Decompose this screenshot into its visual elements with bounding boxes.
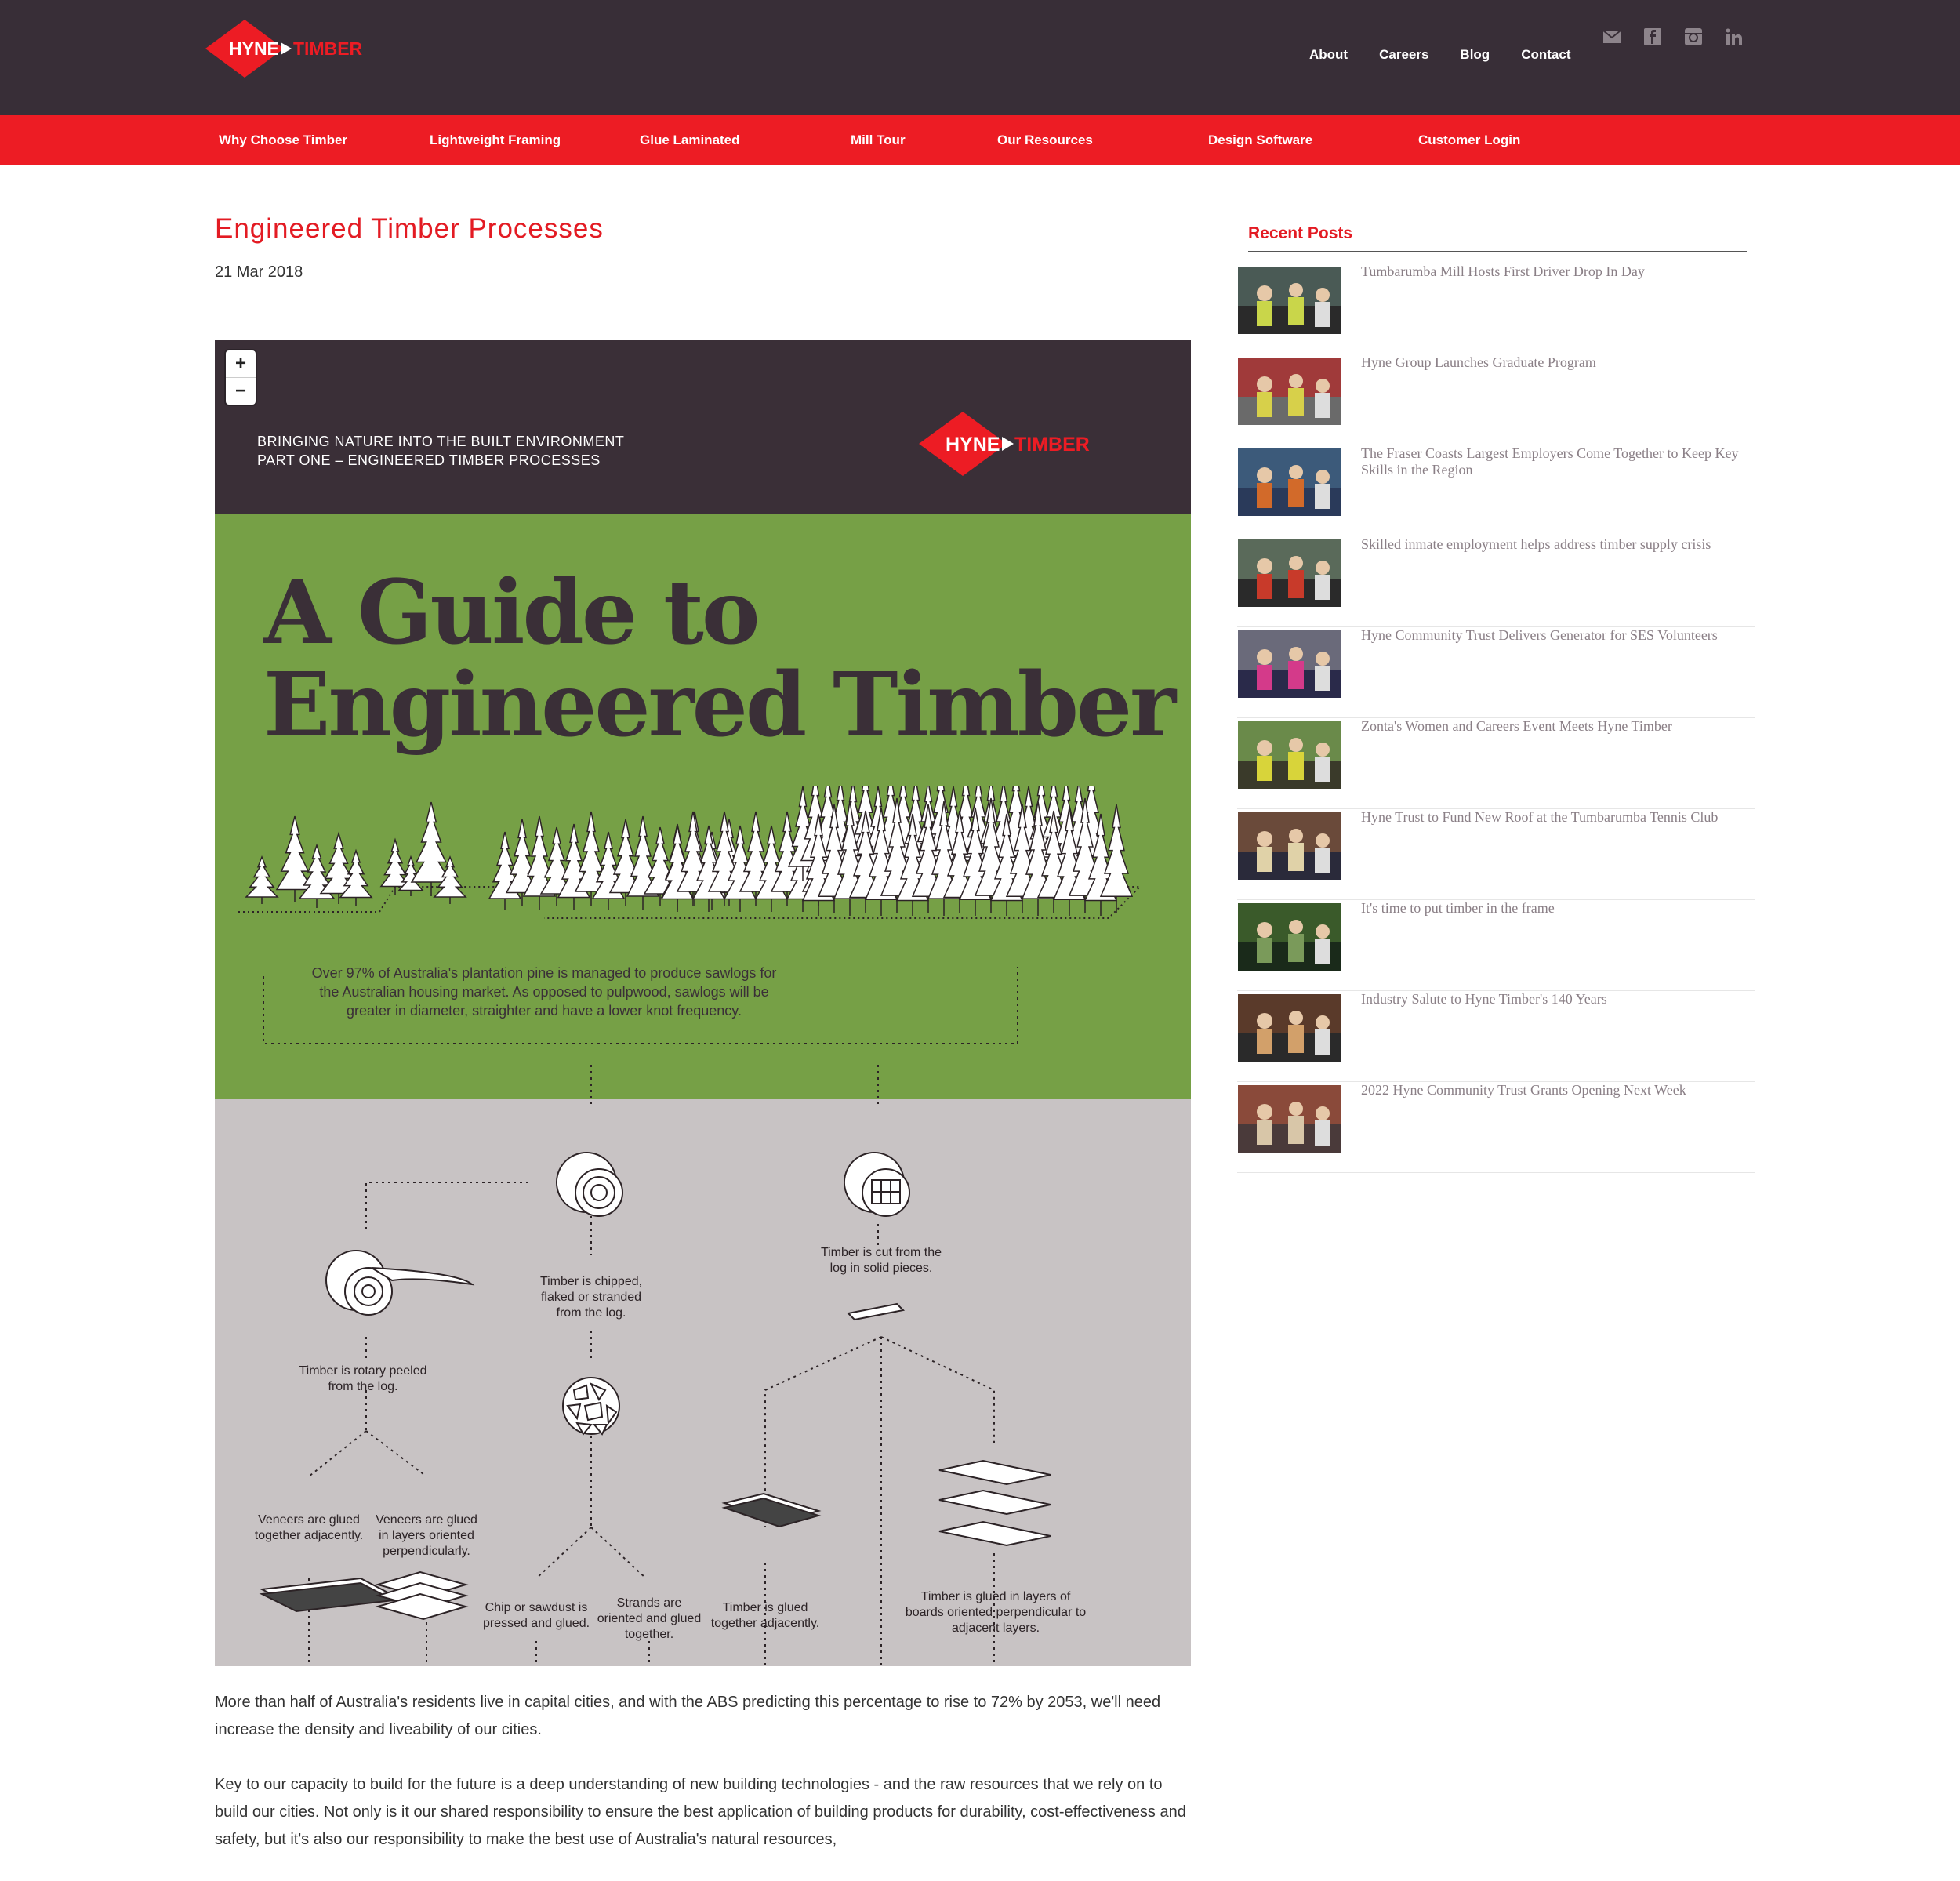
recent-post-link[interactable]: Zonta's Women and Careers Event Meets Hyne Timber <box>1361 718 1672 734</box>
label-glued-layers: Timber is glued in layers of boards oriented perpendicular to adjacent layers. <box>905 1590 1087 1635</box>
label-cut: Timber is cut from the log in solid pieces. <box>820 1246 942 1275</box>
nav-item-customer-login[interactable]: Customer Login <box>1418 133 1521 147</box>
recent-post-link[interactable]: Skilled inmate employment helps address timber supply crisis <box>1361 536 1711 552</box>
linkedin-icon[interactable] <box>1723 27 1745 47</box>
recent-post-link[interactable]: Tumbarumba Mill Hosts First Driver Drop In Day <box>1361 263 1645 279</box>
recent-post-item[interactable] <box>1237 627 1755 718</box>
recent-posts-divider <box>1248 251 1747 252</box>
label-veneer-perpendicular: Veneers are glued in layers oriented perpendicularly. <box>376 1513 477 1558</box>
infographic-subtitle-line2: PART ONE – ENGINEERED TIMBER PROCESSES <box>257 452 601 468</box>
nav-item-mill-tour[interactable]: Mill Tour <box>851 133 906 147</box>
recent-post-item[interactable] <box>1237 1082 1755 1173</box>
nav-item-glue-laminated[interactable]: Glue Laminated <box>640 133 740 147</box>
recent-post-link[interactable]: Hyne Group Launches Graduate Program <box>1361 354 1596 370</box>
post-thumbnail[interactable] <box>1238 994 1341 1062</box>
recent-post-item[interactable] <box>1237 445 1755 536</box>
infographic-intro-text: Over 97% of Australia's plantation pine is managed to produce sawlogs for the Australian housing market. As opposed to pulpwood, sawlogs will be greater in diameter, straighter and have a lower knot frequency. <box>311 965 777 1019</box>
post-thumbnail[interactable] <box>1238 1085 1341 1153</box>
mail-icon[interactable] <box>1601 27 1623 47</box>
post-paragraph: Key to our capacity to build for the future is a deep understanding of new building technologies - and the raw resources that we rely on to build our cities. Not only is it our shared responsibility to ensure the best application of building products for durability, cost-effectiveness and safety, but it's also our responsibility to make the best use of Australia's natural resources, <box>215 1776 1186 1848</box>
svg-text:HYNE: HYNE <box>229 38 279 59</box>
recent-post-item[interactable] <box>1237 900 1755 991</box>
post-thumbnail[interactable] <box>1238 358 1341 425</box>
post-paragraph: More than half of Australia's residents live in capital cities, and with the ABS predicting this percentage to rise to 72% by 2053, we'll need increase the density and liveability of our cities. <box>215 1694 1161 1738</box>
top-link-about[interactable]: About <box>1309 47 1348 62</box>
label-veneer-adjacent: Veneers are glued together adjacently. <box>254 1513 364 1542</box>
post-thumbnail[interactable] <box>1238 812 1341 880</box>
recent-post-link[interactable]: It's time to put timber in the frame <box>1361 900 1555 916</box>
post-thumbnail[interactable] <box>1238 539 1341 607</box>
page-title: Engineered Timber Processes <box>215 213 604 244</box>
recent-post-item[interactable] <box>1237 263 1755 354</box>
infographic-headline-line1: A Guide to <box>263 561 758 664</box>
recent-posts-heading: Recent Posts <box>1248 224 1353 242</box>
process-diagram <box>215 340 1191 1666</box>
zoom-out-button[interactable]: − <box>234 380 246 401</box>
label-strands: Strands are oriented and glued together. <box>597 1596 702 1641</box>
recent-post-item[interactable] <box>1237 354 1755 445</box>
svg-text:TIMBER: TIMBER <box>293 38 363 59</box>
nav-item-lightweight-framing[interactable]: Lightweight Framing <box>430 133 561 147</box>
post-thumbnail[interactable] <box>1238 630 1341 698</box>
recent-post-item[interactable] <box>1237 536 1755 627</box>
top-links <box>1309 47 1602 63</box>
label-glued-adjacent: Timber is glued together adjacently. <box>710 1601 820 1630</box>
infographic-subtitle-line1: BRINGING NATURE INTO THE BUILT ENVIRONMENT <box>257 434 625 449</box>
recent-post-item[interactable] <box>1237 809 1755 900</box>
post-thumbnail[interactable] <box>1238 267 1341 334</box>
post-thumbnail[interactable] <box>1238 448 1341 516</box>
svg-text:HYNE: HYNE <box>946 434 1000 456</box>
social-links <box>1601 27 1745 47</box>
label-chip-pressed: Chip or sawdust is pressed and glued. <box>482 1601 590 1630</box>
label-chipped: Timber is chipped, flaked or stranded from the log. <box>539 1275 643 1320</box>
zoom-in-button[interactable]: + <box>226 350 256 378</box>
post-thumbnail[interactable] <box>1238 903 1341 971</box>
recent-post-item[interactable] <box>1237 991 1755 1082</box>
post-thumbnail[interactable] <box>1238 721 1341 789</box>
recent-post-link[interactable]: Hyne Trust to Fund New Roof at the Tumbarumba Tennis Club <box>1361 809 1719 825</box>
recent-posts-list <box>1237 263 1755 1173</box>
instagram-icon[interactable] <box>1682 27 1704 47</box>
hyne-timber-logo[interactable] <box>205 17 394 80</box>
top-link-blog[interactable]: Blog <box>1460 47 1490 62</box>
post-body <box>215 1689 1195 1881</box>
top-link-contact[interactable]: Contact <box>1521 47 1571 62</box>
recent-post-link[interactable]: 2022 Hyne Community Trust Grants Opening Next Week <box>1361 1082 1686 1098</box>
top-link-careers[interactable]: Careers <box>1379 47 1429 62</box>
nav-item-design-software[interactable]: Design Software <box>1208 133 1313 147</box>
nav-item-our-resources[interactable]: Our Resources <box>997 133 1093 147</box>
label-rotary: Timber is rotary peeled from the log. <box>299 1364 427 1393</box>
recent-post-item[interactable] <box>1237 718 1755 809</box>
facebook-icon[interactable] <box>1642 27 1664 47</box>
nav-item-why-choose-timber[interactable]: Why Choose Timber <box>219 133 348 147</box>
recent-post-link[interactable]: Hyne Community Trust Delivers Generator for SES Volunteers <box>1361 627 1718 643</box>
recent-post-link[interactable]: Industry Salute to Hyne Timber's 140 Years <box>1361 991 1607 1007</box>
post-date: 21 Mar 2018 <box>215 263 303 281</box>
svg-text:TIMBER: TIMBER <box>1014 434 1090 456</box>
main-nav <box>0 115 1960 165</box>
infographic-viewer[interactable] <box>215 340 1191 1666</box>
recent-post-link[interactable]: The Fraser Coasts Largest Employers Come Together to Keep Key Skills in the Region <box>1361 445 1739 478</box>
site-header <box>0 0 1960 115</box>
infographic-headline-line2: Engineered Timber <box>263 654 1174 757</box>
